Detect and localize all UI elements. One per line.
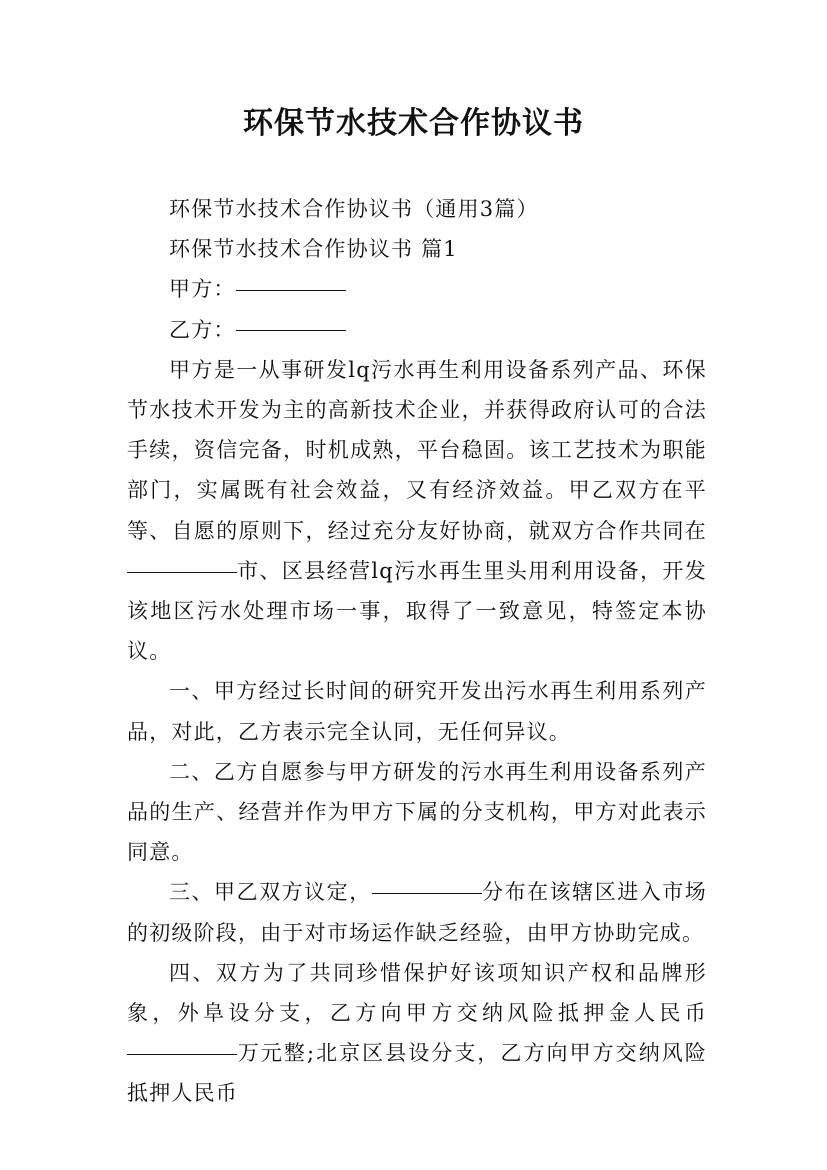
clause-3-text-2: 分布在该辖区进入市场的初级阶段，由于对市场运作缺乏经验，由甲方协助完成。 <box>127 880 707 945</box>
party-b-label: 乙方： <box>169 317 236 342</box>
intro-text-2: 市、区县经营lq污水再生里头用利用设备，开发该地区污水处理市场一事，取得了一致意见，特签定本协议。 <box>127 558 707 664</box>
document-title: 环保节水技术合作协议书 <box>243 106 584 141</box>
part-heading: 环保节水技术合作协议书 篇1 <box>169 237 458 262</box>
intro-paragraph <box>127 350 707 672</box>
party-b-blank <box>236 329 346 331</box>
clause-4-text-2: 万元整;北京区县设分支，乙方向甲方交纳风险抵押人民币 <box>127 1041 707 1106</box>
clause-3 <box>127 872 707 952</box>
party-a-label: 甲方： <box>169 277 236 302</box>
document-body <box>127 189 707 1114</box>
deposit-blank <box>127 1053 237 1055</box>
clause-1: 一、甲方经过长时间的研究开发出污水再生利用系列产品，对此，乙方表示完全认同，无任何异议。 <box>127 679 707 744</box>
party-a-line <box>127 269 707 309</box>
clause-3-text-1: 三、甲乙双方议定， <box>169 880 372 905</box>
clause-4 <box>127 953 707 1114</box>
document-subtitle: 环保节水技术合作协议书（通用3篇） <box>169 197 539 221</box>
city-blank <box>127 571 237 573</box>
clause-3-blank <box>372 892 482 894</box>
intro-text-1: 甲方是一从事研发lq污水再生利用设备系列产品、环保节水技术开发为主的高新技术企业，并获得政府认可的合法手续，资信完备，时机成熟，平台稳固。该工艺技术为职能部门，实属既有社会效益，又有经济效益。甲乙双方在平等、自愿的原则下，经过充分友好协商，就双方合作共同在 <box>127 357 707 543</box>
party-b-line <box>127 310 707 350</box>
clause-4-text-1: 四、双方为了共同珍惜保护好该项知识产权和品牌形象，外阜设分支，乙方向甲方交纳风险抵押金人民币 <box>127 960 707 1026</box>
party-a-blank <box>236 289 346 291</box>
clause-2: 二、乙方自愿参与甲方研发的污水再生利用设备系列产品的生产、经营并作为甲方下属的分支机构，甲方对此表示同意。 <box>127 759 707 865</box>
